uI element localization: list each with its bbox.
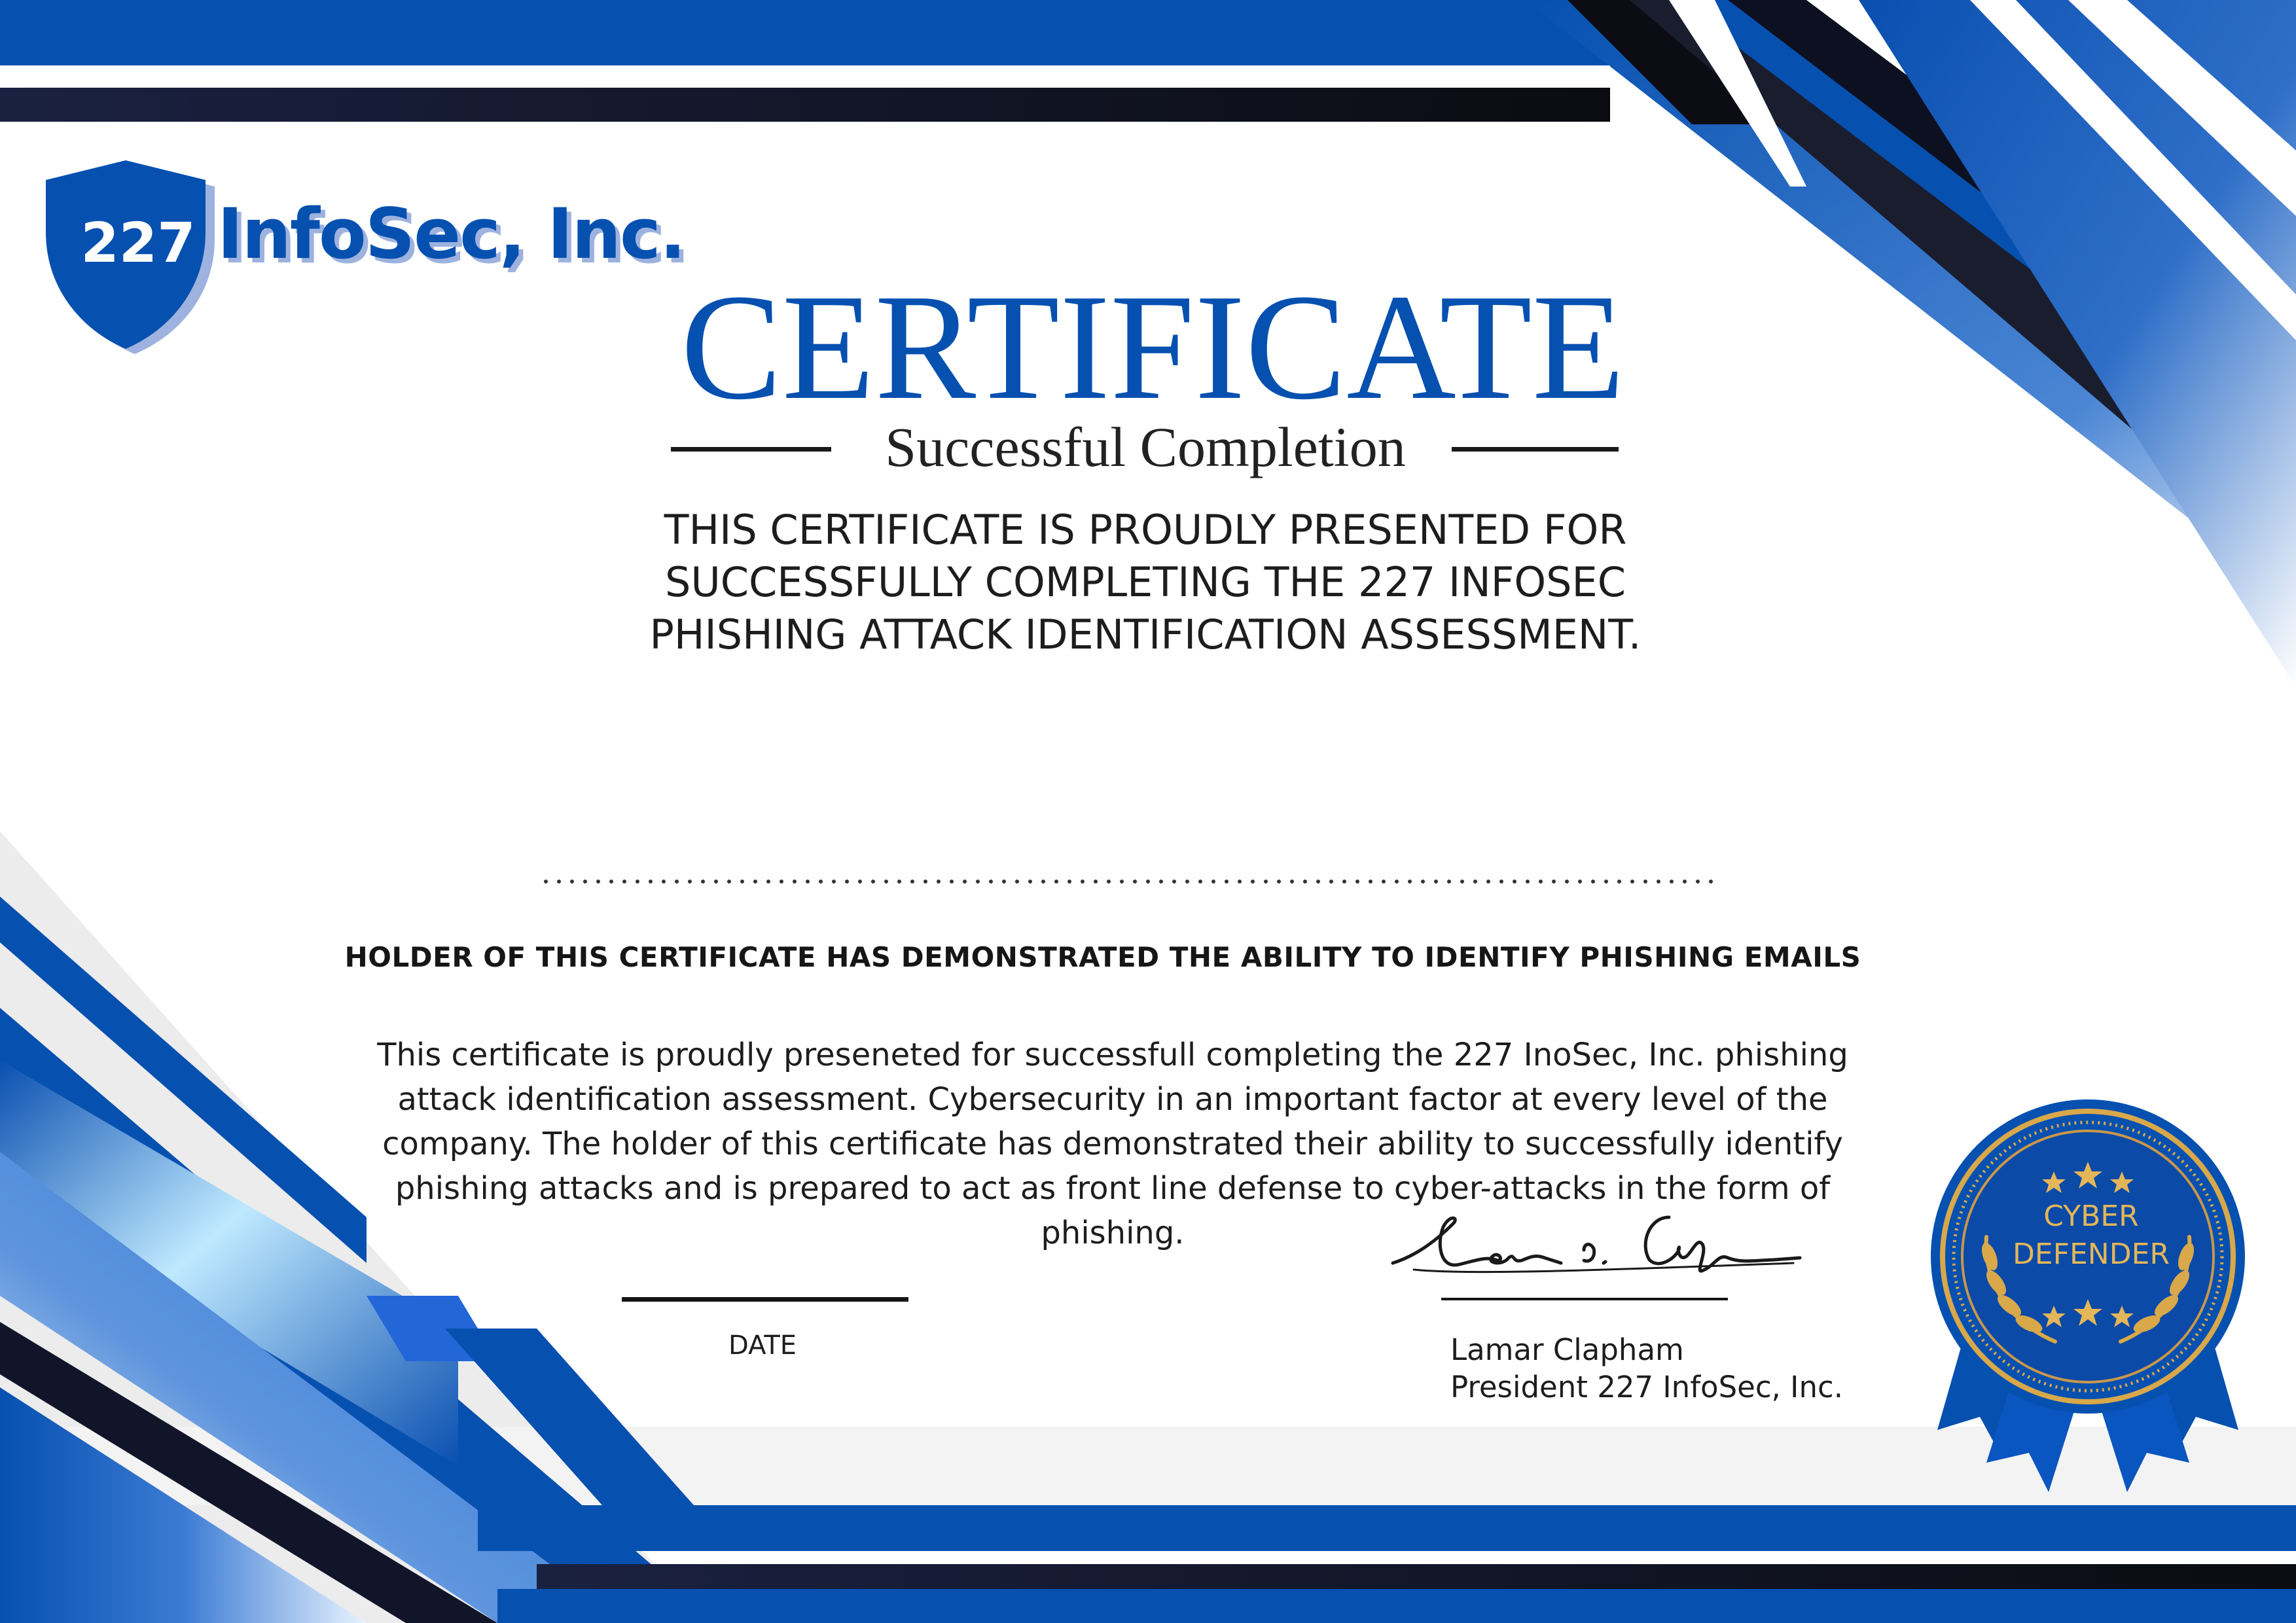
badge-line-2: DEFENDER <box>2013 1238 2170 1271</box>
signer-name: Lamar Clapham <box>1450 1332 1684 1367</box>
certificate-subtitle: Successful Completion <box>885 416 1406 478</box>
title-divider-left <box>671 447 831 452</box>
company-name: InfoSec, Inc. <box>217 194 685 274</box>
title-divider-right <box>1452 447 1619 452</box>
presented-text: THIS CERTIFICATE IS PROUDLY PRESENTED FOR SUCCESSFULLY COMPLETING THE 227 INFOSEC PHISHING ATTACK IDENTIFICATION ASSESSMENT. <box>649 506 1641 658</box>
badge-label <box>1990 1198 2193 1274</box>
holder-statement: HOLDER OF THIS CERTIFICATE HAS DEMONSTRATED THE ABILITY TO IDENTIFY PHISHING EMAILS <box>344 941 1861 973</box>
signer-title: President 227 InfoSec, Inc. <box>1450 1370 1844 1404</box>
certificate-body-text: This certificate is proudly preseneted for successfull completing the 227 InoSec, Inc. phishing attack identification assessment. Cybersecurity in an important factor at every level of the company. The holder of this certificate has demonstrated their ability to successfully identify phishing attacks and is prepared to act as front line defense to cyber-attacks in the form of phishing. <box>377 1037 1848 1251</box>
certificate-title: CERTIFICATE <box>681 263 1625 431</box>
shield-logo-number: 227 <box>81 211 196 275</box>
handwritten-signature <box>1388 1198 1806 1289</box>
recipient-name-line <box>543 878 1734 885</box>
date-label: DATE <box>728 1330 797 1361</box>
cyber-defender-seal-icon <box>1924 1099 2251 1499</box>
date-line <box>622 1297 908 1302</box>
badge-line-1: CYBER <box>2043 1200 2139 1233</box>
signature-line <box>1441 1298 1728 1300</box>
